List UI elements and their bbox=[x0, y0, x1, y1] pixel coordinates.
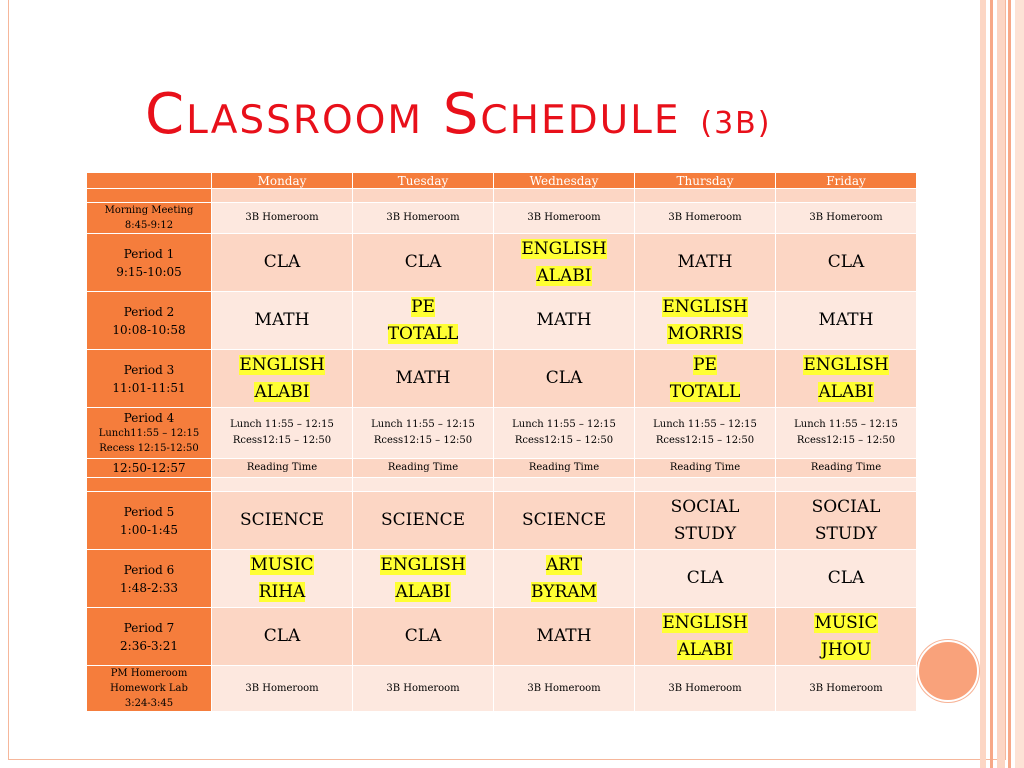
row-period-6 bbox=[87, 550, 917, 608]
schedule-cell bbox=[635, 608, 776, 666]
schedule-cell bbox=[776, 350, 917, 408]
subject: ENGLISH bbox=[380, 554, 466, 575]
row-label-line: Period 2 bbox=[123, 304, 175, 319]
schedule-cell bbox=[635, 234, 776, 292]
row-period-2 bbox=[87, 292, 917, 350]
schedule-cell: 3B Homeroom bbox=[776, 666, 917, 712]
row-label-line: Morning Meeting bbox=[104, 205, 194, 216]
decor-stripe bbox=[1015, 0, 1024, 768]
empty-cell bbox=[494, 478, 635, 492]
row-label-line: 9:15-10:05 bbox=[116, 264, 182, 279]
schedule-cell bbox=[353, 408, 494, 459]
teacher: ALABI bbox=[818, 381, 874, 402]
schedule-cell: 3B Homeroom bbox=[353, 203, 494, 234]
schedule-cell bbox=[635, 292, 776, 350]
row-label-line: Period 4 bbox=[123, 410, 175, 425]
teacher: ALABI bbox=[536, 265, 592, 286]
row-label bbox=[87, 408, 212, 459]
schedule-cell bbox=[494, 492, 635, 550]
row-pm-homeroom bbox=[87, 666, 917, 712]
subject: CLA bbox=[545, 368, 583, 388]
teacher: ALABI bbox=[395, 581, 451, 602]
lunch-text: Lunch 11:55 – 12:15 bbox=[794, 419, 898, 430]
schedule-cell: 3B Homeroom bbox=[212, 203, 353, 234]
schedule-cell: 3B Homeroom bbox=[353, 666, 494, 712]
schedule-cell: Reading Time bbox=[212, 459, 353, 478]
subject: ENGLISH bbox=[662, 296, 748, 317]
empty-cell bbox=[635, 189, 776, 203]
subject: ENGLISH bbox=[521, 238, 607, 259]
empty-cell bbox=[212, 189, 353, 203]
schedule-cell bbox=[776, 608, 917, 666]
schedule-cell bbox=[635, 350, 776, 408]
subject: CLA bbox=[263, 626, 301, 646]
schedule-cell: 3B Homeroom bbox=[635, 203, 776, 234]
subject: ENGLISH bbox=[662, 612, 748, 633]
subject: MUSIC bbox=[814, 612, 878, 633]
row-label-line: 3:24-3:45 bbox=[124, 698, 174, 709]
row-morning-meeting bbox=[87, 203, 917, 234]
row-period-4 bbox=[87, 408, 917, 459]
empty-cell bbox=[776, 189, 917, 203]
subject: PE bbox=[411, 296, 435, 317]
lunch-text: Lunch 11:55 – 12:15 bbox=[653, 419, 757, 430]
schedule-cell bbox=[494, 408, 635, 459]
schedule-cell bbox=[212, 292, 353, 350]
teacher: MORRIS bbox=[667, 323, 743, 344]
row-label-line: Homework Lab bbox=[110, 683, 188, 694]
row-label-line: 1:00-1:45 bbox=[120, 522, 178, 537]
teacher: ALABI bbox=[677, 639, 733, 660]
schedule-cell bbox=[212, 350, 353, 408]
recess-text: Rcess12:15 – 12:50 bbox=[655, 435, 755, 446]
row-label-line: 8:45-9:12 bbox=[124, 220, 174, 231]
schedule-cell: 3B Homeroom bbox=[494, 203, 635, 234]
empty-cell bbox=[776, 478, 917, 492]
schedule-cell bbox=[353, 550, 494, 608]
schedule-cell: 3B Homeroom bbox=[635, 666, 776, 712]
spacer-row bbox=[87, 478, 917, 492]
day-header-friday: Friday bbox=[776, 173, 917, 189]
decor-stripe bbox=[997, 0, 1005, 768]
page-title bbox=[145, 82, 845, 147]
teacher: JHOU bbox=[821, 639, 871, 660]
recess-text: Rcess12:15 – 12:50 bbox=[796, 435, 896, 446]
schedule-cell: Reading Time bbox=[353, 459, 494, 478]
teacher: BYRAM bbox=[531, 581, 597, 602]
schedule-cell bbox=[635, 408, 776, 459]
schedule-table bbox=[86, 172, 917, 712]
schedule-cell bbox=[353, 492, 494, 550]
schedule-cell bbox=[776, 408, 917, 459]
subject: SCIENCE bbox=[380, 510, 466, 530]
row-label-line: 10:08-10:58 bbox=[112, 322, 186, 337]
row-label: 12:50-12:57 bbox=[87, 459, 212, 478]
schedule-cell bbox=[212, 408, 353, 459]
row-label bbox=[87, 203, 212, 234]
row-label-line: Period 3 bbox=[123, 362, 175, 377]
subject-line2: STUDY bbox=[673, 523, 737, 544]
schedule-cell: 3B Homeroom bbox=[212, 666, 353, 712]
row-period-3 bbox=[87, 350, 917, 408]
row-label-line: Lunch11:55 – 12:15 bbox=[98, 427, 200, 439]
schedule-cell: Reading Time bbox=[776, 459, 917, 478]
row-period-1 bbox=[87, 234, 917, 292]
schedule-cell bbox=[212, 608, 353, 666]
row-label-line: 1:48-2:33 bbox=[120, 580, 178, 595]
title-sub: (3B) bbox=[700, 106, 772, 141]
row-label bbox=[87, 292, 212, 350]
subject: CLA bbox=[404, 626, 442, 646]
schedule-cell bbox=[776, 492, 917, 550]
subject: MATH bbox=[677, 252, 733, 272]
title-main: Classroom Schedule bbox=[145, 82, 681, 147]
schedule-cell bbox=[353, 292, 494, 350]
decor-stripe bbox=[990, 0, 993, 768]
subject: MATH bbox=[818, 310, 874, 330]
schedule-cell: Reading Time bbox=[494, 459, 635, 478]
empty-cell bbox=[353, 478, 494, 492]
teacher: ALABI bbox=[254, 381, 310, 402]
schedule-cell bbox=[353, 350, 494, 408]
header-row bbox=[87, 173, 917, 189]
subject: CLA bbox=[827, 252, 865, 272]
schedule-cell bbox=[494, 292, 635, 350]
row-period-7 bbox=[87, 608, 917, 666]
recess-text: Rcess12:15 – 12:50 bbox=[373, 435, 473, 446]
row-label bbox=[87, 234, 212, 292]
subject-line2: STUDY bbox=[814, 523, 878, 544]
decor-stripe bbox=[1008, 0, 1011, 768]
schedule-cell bbox=[494, 350, 635, 408]
row-label-line: Period 7 bbox=[123, 620, 175, 635]
decor-stripe bbox=[980, 0, 986, 768]
subject: ART bbox=[545, 554, 583, 575]
subject: MATH bbox=[536, 626, 592, 646]
subject: CLA bbox=[404, 252, 442, 272]
schedule-cell bbox=[494, 234, 635, 292]
row-label-line: Period 1 bbox=[123, 246, 175, 261]
corner-cell bbox=[87, 173, 212, 189]
row-label-line: PM Homeroom bbox=[110, 668, 188, 679]
empty-cell bbox=[212, 478, 353, 492]
schedule-cell bbox=[494, 550, 635, 608]
subject: SCIENCE bbox=[521, 510, 607, 530]
schedule-cell: Reading Time bbox=[635, 459, 776, 478]
subject: ENGLISH bbox=[803, 354, 889, 375]
row-label bbox=[87, 492, 212, 550]
row-label bbox=[87, 478, 212, 492]
schedule-cell bbox=[776, 292, 917, 350]
subject: MATH bbox=[395, 368, 451, 388]
row-label bbox=[87, 666, 212, 712]
lunch-text: Lunch 11:55 – 12:15 bbox=[512, 419, 616, 430]
recess-text: Rcess12:15 – 12:50 bbox=[514, 435, 614, 446]
subject: ENGLISH bbox=[239, 354, 325, 375]
row-label bbox=[87, 189, 212, 203]
schedule-cell: 3B Homeroom bbox=[776, 203, 917, 234]
teacher: TOTALL bbox=[669, 381, 741, 402]
subject: SOCIAL bbox=[670, 496, 740, 517]
schedule-cell bbox=[494, 608, 635, 666]
row-label-line: Recess 12:15-12:50 bbox=[99, 442, 199, 454]
empty-cell bbox=[494, 189, 635, 203]
day-header-thursday: Thursday bbox=[635, 173, 776, 189]
teacher: TOTALL bbox=[387, 323, 459, 344]
row-period-5 bbox=[87, 492, 917, 550]
subject: CLA bbox=[686, 568, 724, 588]
row-reading bbox=[87, 459, 917, 478]
schedule-cell bbox=[776, 550, 917, 608]
schedule-cell bbox=[212, 492, 353, 550]
schedule-cell bbox=[353, 234, 494, 292]
day-header-monday: Monday bbox=[212, 173, 353, 189]
schedule-cell bbox=[635, 492, 776, 550]
row-label bbox=[87, 550, 212, 608]
subject: SCIENCE bbox=[239, 510, 325, 530]
subject: PE bbox=[693, 354, 717, 375]
schedule-cell bbox=[212, 550, 353, 608]
teacher: RIHA bbox=[258, 581, 306, 602]
decor-circle bbox=[917, 640, 979, 702]
lunch-text: Lunch 11:55 – 12:15 bbox=[371, 419, 475, 430]
schedule-cell: 3B Homeroom bbox=[494, 666, 635, 712]
subject: SOCIAL bbox=[811, 496, 881, 517]
schedule-cell bbox=[212, 234, 353, 292]
recess-text: Rcess12:15 – 12:50 bbox=[232, 435, 332, 446]
day-header-tuesday: Tuesday bbox=[353, 173, 494, 189]
row-label bbox=[87, 350, 212, 408]
subject: MATH bbox=[254, 310, 310, 330]
schedule-cell bbox=[353, 608, 494, 666]
spacer-row bbox=[87, 189, 917, 203]
lunch-text: Lunch 11:55 – 12:15 bbox=[230, 419, 334, 430]
schedule-cell bbox=[635, 550, 776, 608]
row-label-line: Period 6 bbox=[123, 562, 175, 577]
subject: MUSIC bbox=[250, 554, 314, 575]
row-label-line: 2:36-3:21 bbox=[120, 638, 178, 653]
row-label bbox=[87, 608, 212, 666]
row-label-line: 11:01-11:51 bbox=[112, 380, 186, 395]
schedule-cell bbox=[776, 234, 917, 292]
day-header-wednesday: Wednesday bbox=[494, 173, 635, 189]
row-label-line: Period 5 bbox=[123, 504, 175, 519]
subject: CLA bbox=[263, 252, 301, 272]
subject: MATH bbox=[536, 310, 592, 330]
empty-cell bbox=[353, 189, 494, 203]
empty-cell bbox=[635, 478, 776, 492]
subject: CLA bbox=[827, 568, 865, 588]
